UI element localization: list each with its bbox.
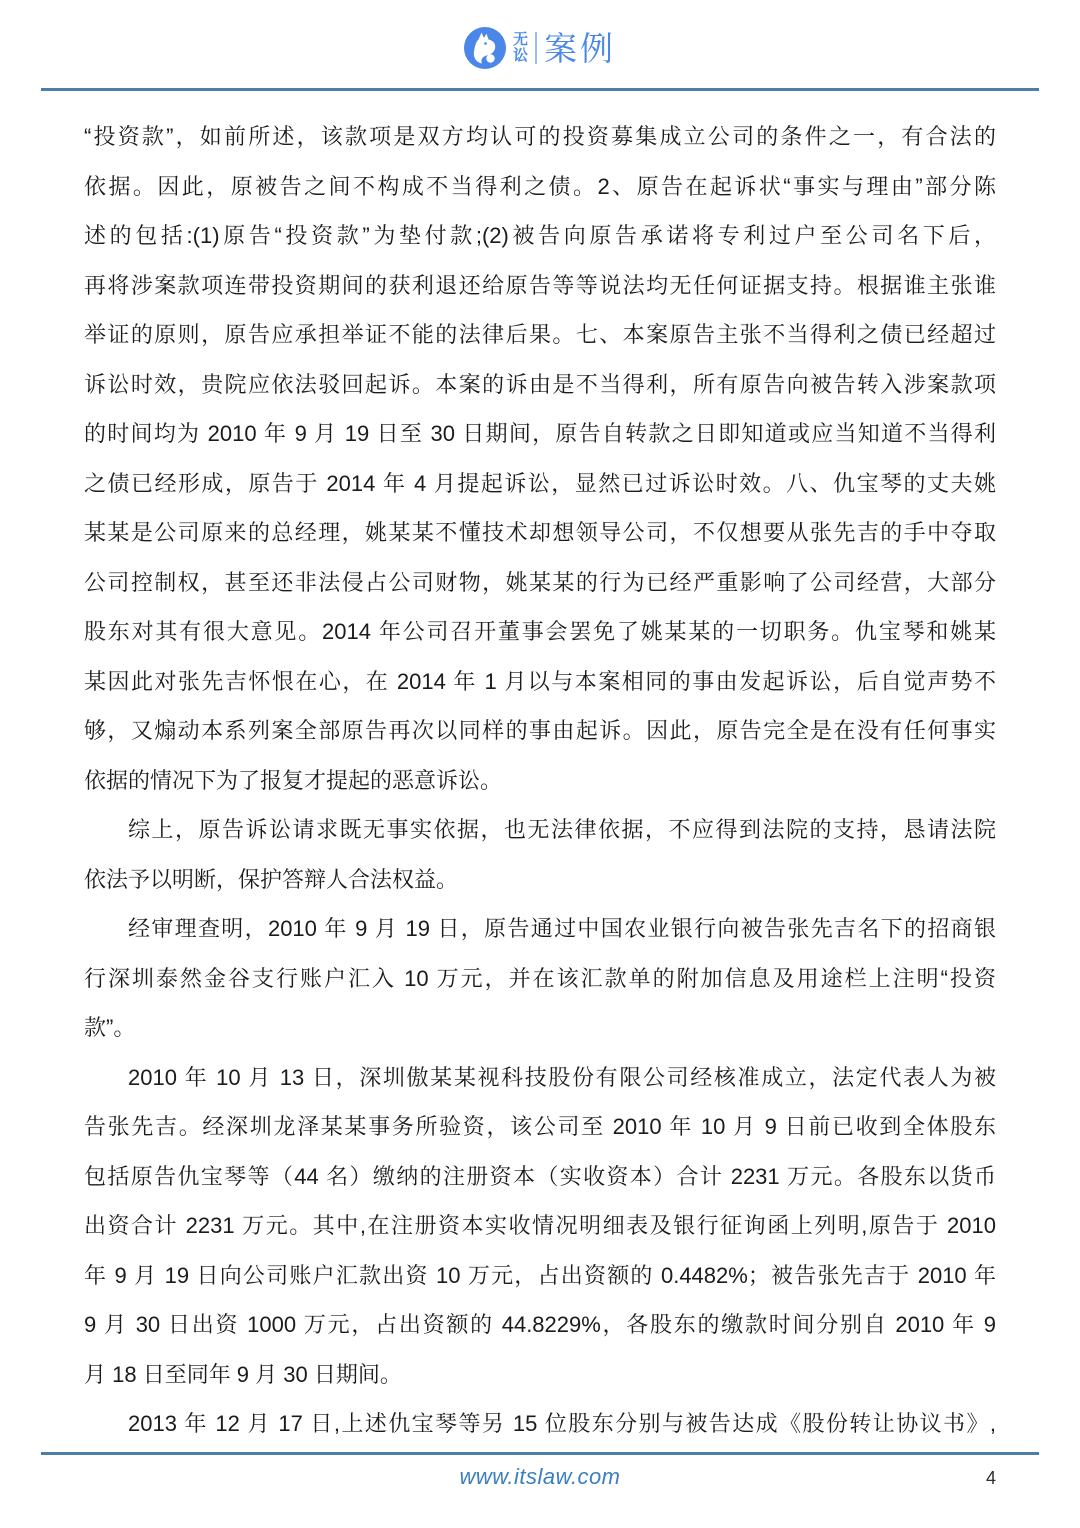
text-line: 举证的原则，原告应承担举证不能的法律后果。七、本案原告主张不当得利之债已经超过: [84, 322, 996, 347]
text-line: 述的包括:(1)原告“投资款”为垫付款;(2)被告向原告承诺将专利过户至公司名下后，: [84, 223, 996, 248]
footer-url-link[interactable]: www.itslaw.com: [459, 1464, 621, 1489]
text-line: 依法予以明断，保护答辩人合法权益。: [84, 866, 459, 892]
text-line: 够，又煽动本系列案全部原告再次以同样的事由起诉。因此，原告完全是在没有任何事实: [84, 718, 996, 743]
page-footer: [0, 1458, 1080, 1508]
wusong-horse-logo-icon: [464, 27, 506, 69]
text-line: 依据的情况下为了报复才提起的恶意诉讼。: [84, 767, 503, 793]
text-line: 再将涉案款项连带投资期间的获利退还给原告等等说法均无任何证据支持。根据谁主张谁: [84, 272, 996, 298]
text-line: 之债已经形成，原告于 2014 年 4 月提起诉讼，显然已过诉讼时效。八、仇宝琴的丈夫姚: [84, 470, 996, 496]
brand-logo: [464, 27, 616, 69]
text-line: 年 9 月 19 日向公司账户汇款出资 10 万元，占出资额的 0.4482%；被告张先吉于 2010 年: [84, 1262, 996, 1288]
text-line: 的时间均为 2010 年 9 月 19 日至 30 日期间，原告自转款之日即知道或应当知道不当得利: [84, 421, 996, 446]
text-line: 某因此对张先吉怀恨在心，在 2014 年 1 月以与本案相同的事由发起诉讼，后自觉声势不: [84, 668, 996, 694]
text-line: 综上，原告诉讼请求既无事实依据，也无法律依据，不应得到法院的支持，恳请法院: [128, 817, 996, 842]
text-line: 款”。: [84, 1015, 136, 1040]
text-line: 经审理查明，2010 年 9 月 19 日，原告通过中国农业银行向被告张先吉名下的招商银: [128, 916, 996, 941]
text-line: 公司控制权，甚至还非法侵占公司财物，姚某某的行为已经严重影响了公司经营，大部分: [84, 569, 996, 595]
page-number: 4: [985, 1468, 996, 1488]
text-line: 告张先吉。经深圳龙泽某某事务所验资，该公司至 2010 年 10 月 9 日前已收到全体股东: [84, 1114, 996, 1139]
text-line: 某某是公司原来的总经理，姚某某不懂技术却想领导公司，不仅想要从张先吉的手中夺取: [84, 520, 996, 545]
footer-rule: [41, 1452, 1039, 1455]
text-line: 诉讼时效，贵院应依法驳回起诉。本案的诉由是不当得利，所有原告向被告转入涉案款项: [84, 371, 996, 397]
text-line: 出资合计 2231 万元。其中,在注册资本实收情况明细表及银行征询函上列明,原告于 2010: [84, 1213, 996, 1238]
text-line: 包括原告仇宝琴等（44 名）缴纳的注册资本（实收资本）合计 2231 万元。各股东以货币: [84, 1163, 996, 1189]
brand-name-small: 无讼: [513, 31, 529, 64]
text-line: 月 18 日至同年 9 月 30 日期间。: [84, 1361, 402, 1387]
text-line: “投资款”，如前所述，该款项是双方均认可的投资募集成立公司的条件之一，有合法的: [84, 124, 996, 149]
text-line: 股东对其有很大意见。2014 年公司召开董事会罢免了姚某某的一切职务。仇宝琴和姚某: [84, 619, 996, 644]
logo-divider: [535, 32, 537, 64]
text-line: 2013 年 12 月 17 日,上述仇宝琴等另 15 位股东分别与被告达成《股份转让协议书》,: [128, 1411, 996, 1436]
text-line: 9 月 30 日出资 1000 万元，占出资额的 44.8229%，各股东的缴款时间分别自 2010 年 9: [84, 1312, 996, 1337]
text-line: 2010 年 10 月 13 日，深圳傲某某视科技股份有限公司经核准成立，法定代表人为被: [128, 1064, 996, 1090]
site-header: [0, 22, 1080, 74]
document-body: [84, 112, 996, 1449]
text-line: 依据。因此，原被告之间不构成不当得利之债。2、原告在起诉状“事实与理由”部分陈: [84, 173, 996, 199]
header-rule: [41, 88, 1039, 91]
text-line: 行深圳泰然金谷支行账户汇入 10 万元，并在该汇款单的附加信息及用途栏上注明“投资: [84, 965, 996, 991]
brand-name-title: 案例: [544, 29, 616, 67]
